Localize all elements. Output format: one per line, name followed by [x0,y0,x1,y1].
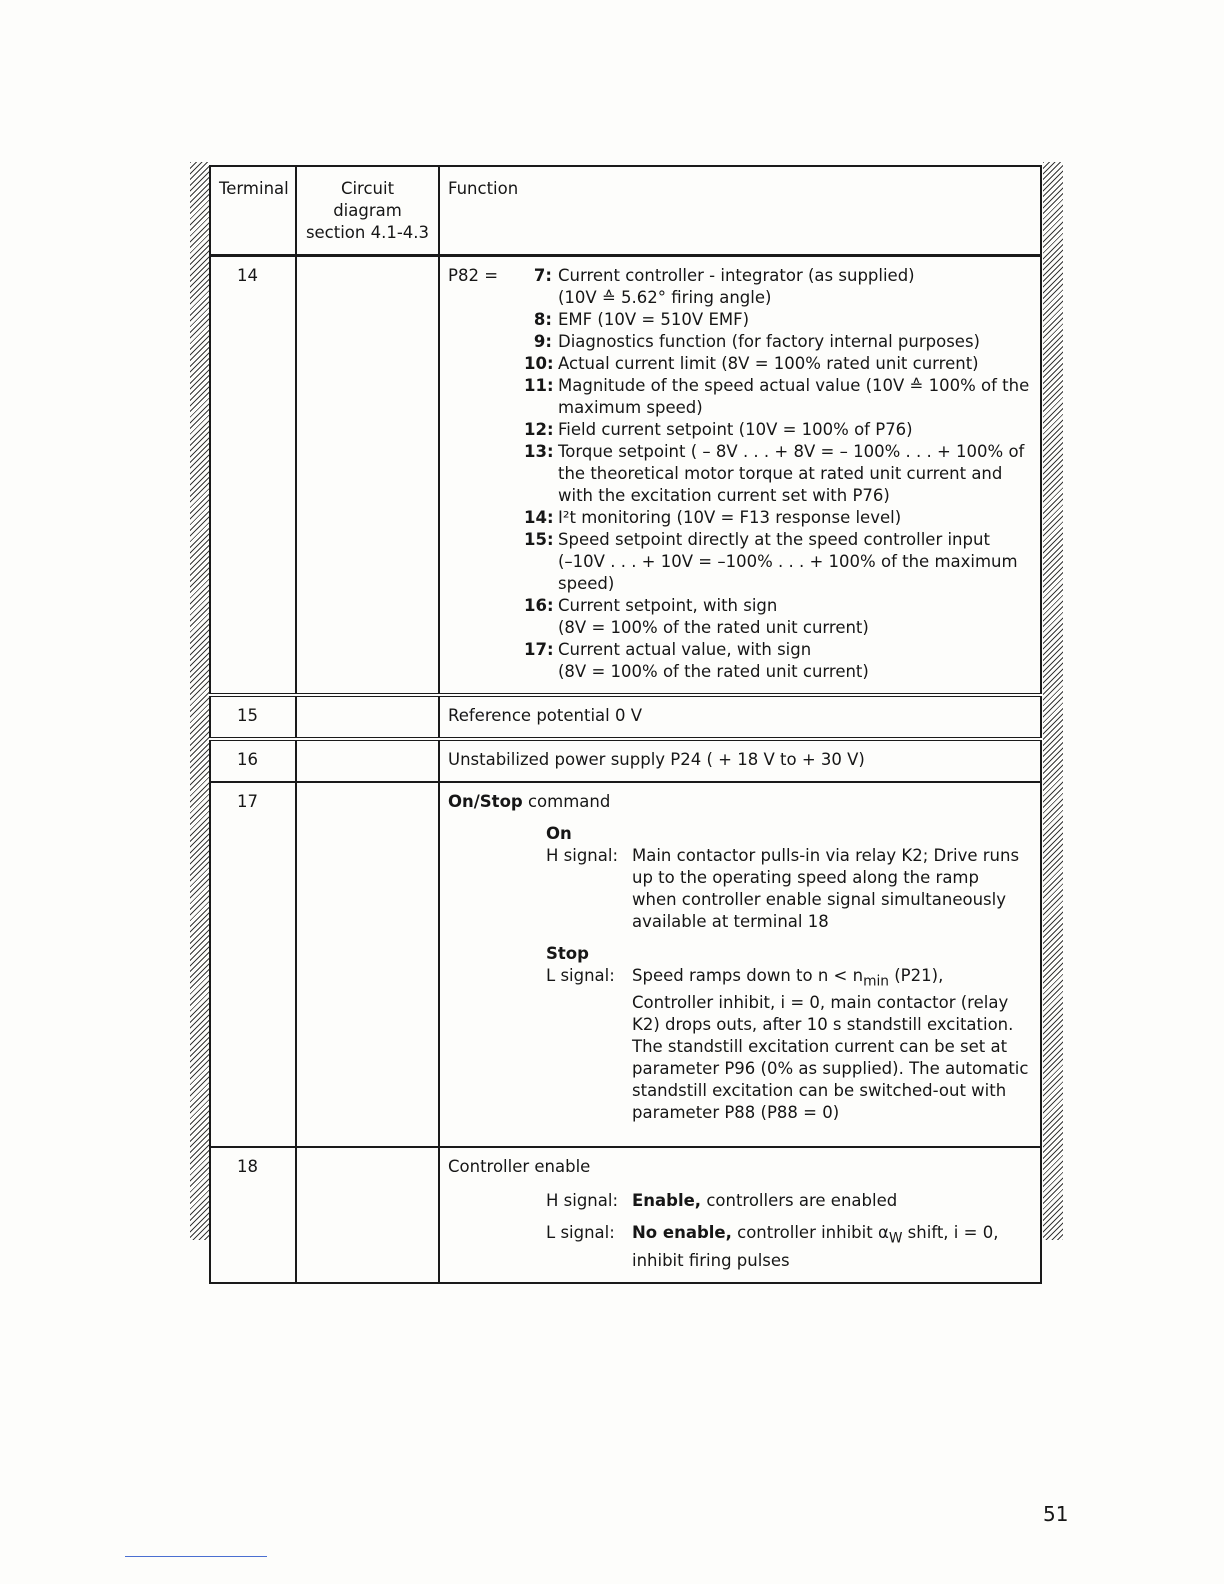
p82-option-number: 17: [524,640,554,659]
header-function: Function [439,166,1041,256]
on-description: Main contactor pulls-in via relay K2; Drive runs up to the operating speed along the ramp when controller enable signal simultaneously available at terminal 18 [632,846,1020,931]
p82-option-number: 11: [524,376,554,395]
stop-label: Stop [546,944,589,963]
p82-prefix [448,595,518,639]
p82-option-number: 14: [524,508,554,527]
on-label: On [546,824,572,843]
terminal-16: 16 [210,739,296,782]
p82-option-text: I²t monitoring (10V = F13 response level) [558,508,902,527]
p82-prefix [448,353,518,375]
p82-option-text: Magnitude of the speed actual value (10V ≙ 100% of the maximum speed) [558,376,1030,417]
circuit-cell-16 [296,739,439,782]
p82-prefix [448,419,518,441]
left-margin-hatching [190,162,210,1240]
p82-prefix [448,441,518,507]
p82-option-text: Diagnostics function (for factory internal purposes) [558,332,980,351]
terminal-14: 14 [210,256,296,696]
p82-parameter-list [448,265,1032,683]
p82-option-text: Current controller - integrator (as supplied) (10V ≙ 5.62° firing angle) [558,266,915,307]
p82-option-number: 16: [524,596,554,615]
p82-prefix [448,375,518,419]
circuit-cell-18 [296,1147,439,1282]
table-header-row [210,166,1041,256]
table-row-18 [210,1147,1041,1282]
header-terminal: Terminal [210,166,296,256]
p82-option-number: 7: [533,266,552,285]
circuit-cell-17 [296,782,439,1147]
circuit-cell-14 [296,256,439,696]
table-row-14 [210,256,1041,696]
stop-state [546,943,1032,1124]
function-cell-18 [439,1147,1041,1282]
p82-option-text: EMF (10V = 510V EMF) [558,310,750,329]
p82-option-text: Current setpoint, with sign (8V = 100% of the rated unit current) [558,596,869,637]
controller-enable-title: Controller enable [448,1157,591,1177]
p82-option-number: 10: [524,354,554,373]
p82-prefix: P82 = [448,266,499,285]
p82-option-text: Speed setpoint directly at the speed controller input (–10V . . . + 10V = –100% . . . + 100% of the maximum speed) [558,530,1018,593]
page-number: 51 [1043,1502,1069,1526]
terminal-15: 15 [210,695,296,739]
terminal-18: 18 [210,1147,296,1282]
terminal-function-table [209,165,1042,1284]
on-stop-title: On/Stop command [448,792,611,811]
enable-h-signal: H signal: Enable, controllers are enabled [546,1191,898,1211]
function-cell-15: Reference potential 0 V [439,695,1041,739]
p82-option-text: Current actual value, with sign (8V = 100% of the rated unit current) [558,640,869,681]
p82-option-text: Field current setpoint (10V = 100% of P76) [558,420,913,439]
p82-option-number: 15: [524,530,554,549]
function-cell-14 [439,256,1041,696]
p82-prefix [448,507,518,529]
p82-option-number: 13: [524,442,554,461]
enable-l-signal: L signal: No enable, controller inhibit $\alpha_W$ shift, i = 0, inhibit firing pulses [546,1223,999,1270]
terminal-17: 17 [210,782,296,1147]
stop-description: Speed ramps down to $n < n_{min}$ (P21), Controller inhibit, i = 0, main contactor (relay K2) drops outs, after 10 s standstill excitation. The standstill excitation current can be set at parameter P96 (0% as supplied). The automatic standstill excitation can be switched-out with parameter P88 (P88 = 0) [632,966,1029,1123]
p82-option-number: 12: [524,420,554,439]
p82-prefix [448,639,518,683]
footer-rule [125,1556,267,1557]
table-row-15 [210,695,1041,739]
p82-prefix [448,529,518,595]
on-state [546,823,1032,933]
on-h-signal-label: H signal: [546,846,619,865]
p82-option-number: 8: [533,310,552,329]
table-row-16 [210,739,1041,782]
circuit-cell-15 [296,695,439,739]
p82-option-text: Torque setpoint ( – 8V . . . + 8V = – 100% . . . + 100% of the theoretical motor torque at rated unit current and with the excitation current set with P76) [558,442,1025,505]
p82-prefix [448,309,518,331]
right-margin-hatching [1043,162,1063,1240]
p82-prefix [448,331,518,353]
function-cell-17 [439,782,1041,1147]
p82-option-text: Actual current limit (8V = 100% rated unit current) [558,354,979,373]
p82-option-number: 9: [533,332,552,351]
table-row-17 [210,782,1041,1147]
stop-l-signal-label: L signal: [546,966,615,985]
function-cell-16: Unstabilized power supply P24 ( + 18 V to + 30 V) [439,739,1041,782]
header-circuit-diagram: Circuit diagram section 4.1-4.3 [296,166,439,256]
